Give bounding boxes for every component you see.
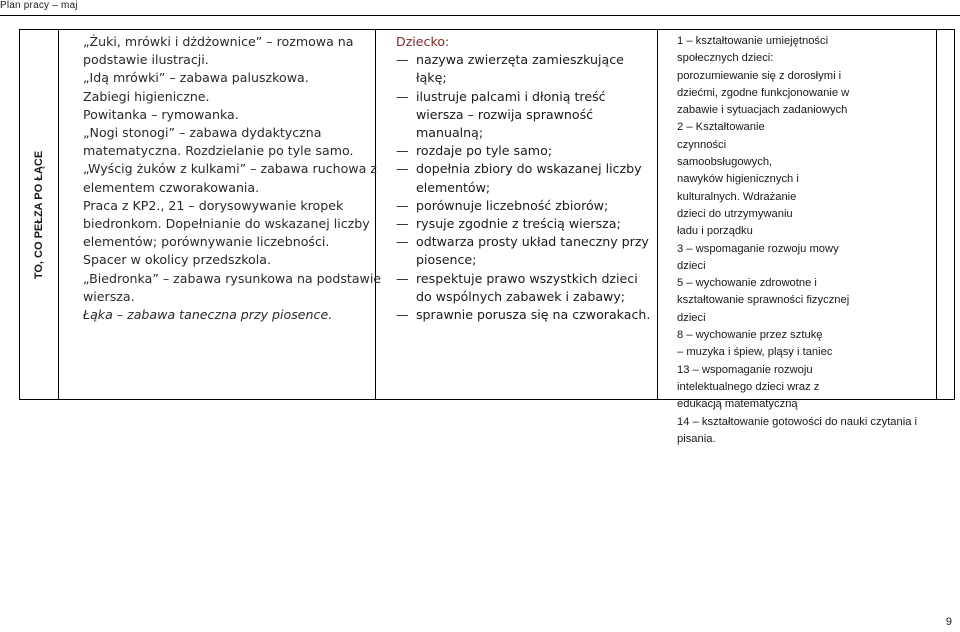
area-line: 13 – wspomaganie rozwoju bbox=[677, 363, 813, 376]
area-line: czynności bbox=[677, 138, 727, 151]
column-divider bbox=[58, 30, 59, 399]
area-line: dzieci bbox=[677, 311, 706, 324]
area-line: kształtowanie sprawności fizycznej bbox=[677, 294, 850, 307]
area-line: 1 – kształtowanie umiejętności bbox=[677, 35, 829, 47]
area-line: 3 – wspomaganie rozwoju mowy bbox=[677, 242, 839, 255]
activity-item: „Biedronka” – zabawa rysunkowa na podstawie wiersza. bbox=[83, 270, 382, 304]
goal-item: — odtwarza prosty układ taneczny przy piosence; bbox=[396, 233, 651, 269]
activity-item: „Żuki, mrówki i dżdżownice” – rozmowa na podstawie ilustracji. bbox=[83, 34, 354, 68]
header-rule bbox=[0, 15, 960, 16]
area-line: edukacją matematyczną bbox=[677, 398, 798, 411]
topic-title: TO, CO PEŁZA PO ŁĄCE bbox=[33, 150, 45, 279]
area-line: 14 – kształtowanie gotowości do nauki czytania i bbox=[677, 415, 918, 428]
goals-lead: Dziecko: bbox=[396, 34, 450, 49]
area-line: ładu i porządku bbox=[677, 225, 753, 238]
area-line: nawyków higienicznych i bbox=[677, 173, 799, 186]
goals-list bbox=[396, 51, 651, 324]
activity-item: Łąka – zabawa taneczna przy piosence. bbox=[83, 307, 333, 323]
activities-cell bbox=[83, 33, 383, 324]
activity-item: „Nogi stonogi” – zabawa dydaktyczna matematyczna. Rozdzielanie po tyle samo. bbox=[83, 125, 354, 159]
activity-item: Powitanka – rymowanka. bbox=[83, 106, 239, 122]
area-line: społecznych dzieci: bbox=[677, 52, 774, 65]
activity-item: „Idą mrówki” – zabawa paluszkowa. bbox=[83, 70, 309, 86]
goal-item: — nazywa zwierzęta zamieszkujące łąkę; bbox=[396, 51, 651, 87]
area-line: – muzyka i śpiew, pląsy i taniec bbox=[677, 346, 833, 359]
column-divider bbox=[657, 30, 658, 399]
topic-cell bbox=[20, 30, 58, 399]
area-line: porozumiewanie się z dorosłymi i bbox=[677, 69, 842, 82]
areas-cell bbox=[677, 33, 935, 448]
page-header: Plan pracy – maj bbox=[0, 0, 78, 11]
area-line: dzieci bbox=[677, 259, 706, 272]
area-line: dziećmi, zgodne funkcjonowanie w bbox=[677, 86, 850, 99]
area-line: pisania. bbox=[677, 432, 716, 445]
area-line: kulturalnych. Wdrażanie bbox=[677, 190, 797, 203]
goal-item: — dopełnia zbiory do wskazanej liczby elementów; bbox=[396, 160, 651, 196]
goal-item: — rozdaje po tyle samo; bbox=[396, 142, 651, 160]
activity-item: „Wyścig żuków z kulkami” – zabawa ruchowa z elementem czworakowania. bbox=[83, 161, 377, 195]
goal-item: — respektuje prawo wszystkich dzieci do wspólnych zabawek i zabawy; bbox=[396, 270, 651, 306]
goal-item: — ilustruje palcami i dłonią treść wiersza – rozwija sprawność manualną; bbox=[396, 88, 651, 143]
activity-item: Praca z KP2., 21 – dorysowywanie kropek biedronkom. Dopełnianie do wskazanej liczby elementów; porównywanie liczebności. bbox=[83, 197, 370, 250]
plan-table bbox=[19, 29, 955, 445]
area-line: samoobsługowych, bbox=[677, 156, 773, 169]
area-line: intelektualnego dzieci wraz z bbox=[677, 380, 820, 393]
area-line: 8 – wychowanie przez sztukę bbox=[677, 329, 823, 342]
goal-item: — rysuje zgodnie z treścią wiersza; bbox=[396, 215, 651, 233]
area-line: dzieci do utrzymywaniu bbox=[677, 207, 793, 220]
area-line: zabawie i sytuacjach zadaniowych bbox=[677, 104, 848, 117]
goal-item: — porównuje liczebność zbiorów; bbox=[396, 197, 651, 215]
goals-cell bbox=[396, 33, 651, 324]
goal-item: — sprawnie porusza się na czworakach. bbox=[396, 306, 651, 324]
activity-item: Spacer w okolicy przedszkola. bbox=[83, 252, 271, 268]
page-number: 9 bbox=[945, 616, 952, 628]
area-line: 5 – wychowanie zdrowotne i bbox=[677, 277, 817, 290]
column-divider bbox=[936, 30, 937, 399]
area-line: 2 – Kształtowanie bbox=[677, 121, 765, 134]
activity-item: Zabiegi higieniczne. bbox=[83, 88, 210, 104]
